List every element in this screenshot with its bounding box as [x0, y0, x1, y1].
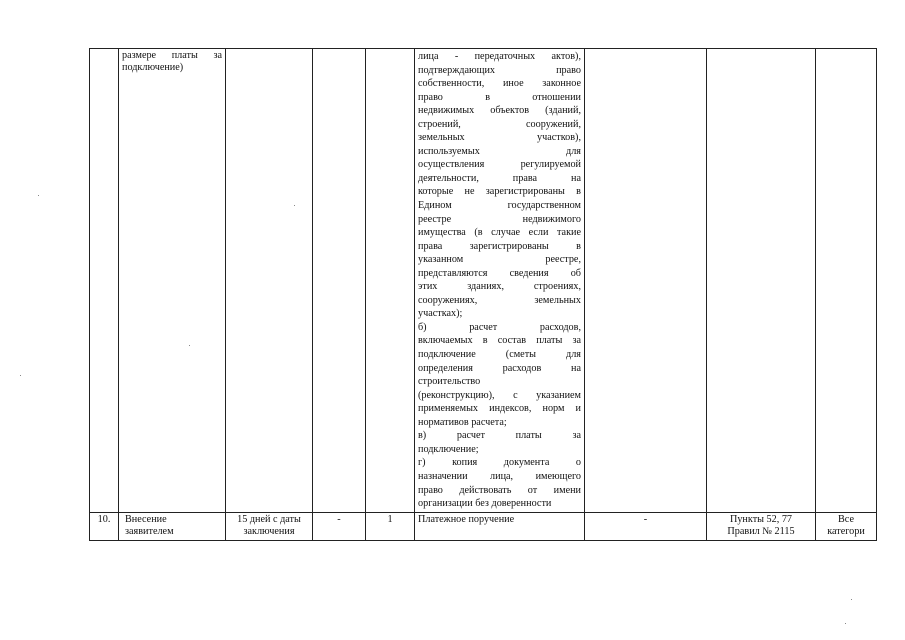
cell-text-line: земельных участков), — [418, 132, 581, 144]
table-col-divider — [815, 48, 816, 541]
cell-text-line: лица - передаточных актов), — [418, 51, 581, 62]
scan-speck — [851, 599, 852, 600]
cell-text-line: используемых для — [418, 145, 581, 157]
cell-text-line: которые не зарегистрированы в — [418, 186, 581, 198]
table-row-divider — [89, 512, 877, 513]
cell-text-line: г) копия документа о — [418, 457, 581, 469]
cell-text-line: нормативов расчета; — [418, 416, 507, 428]
cell-text-line: Правил № 2115 — [727, 526, 795, 538]
table-col-divider — [312, 48, 313, 541]
row10-col5-cell — [366, 514, 414, 526]
cell-text-line: строительство — [418, 376, 481, 388]
cell-text-line: 15 дней с даты — [237, 514, 301, 525]
cell-text-line: право действовать от имени — [418, 484, 581, 496]
row10-documents-cell — [418, 514, 581, 526]
cell-text-line: организации без доверенности — [418, 498, 552, 510]
scan-speck — [189, 345, 190, 346]
cell-text-line: строений, сооружений, — [418, 118, 581, 130]
row-number: 10. — [97, 514, 111, 525]
table-border-right — [876, 48, 877, 541]
cell-text-line: недвижимых объектов (зданий, — [418, 105, 581, 117]
cell-text-line: Все — [838, 514, 854, 525]
cell-text-line: Едином государственном — [418, 200, 581, 212]
cell-text-line: право в отношении — [418, 91, 581, 103]
cell-text-line: сооружениях, земельных — [418, 294, 581, 306]
cell-dash: - — [643, 514, 648, 525]
cell-text-line: размере платы за — [122, 50, 222, 61]
prev-row-documents-cell — [418, 50, 581, 511]
cell-text-line: в) расчет платы за — [418, 430, 581, 442]
cell-text-line: применяемых индексов, норм и — [418, 403, 581, 415]
cell-dash: - — [337, 514, 341, 525]
table-col-divider — [225, 48, 226, 541]
cell-text-line: включаемых в состав платы за — [418, 335, 581, 347]
cell-text-line: этих зданиях, строениях, — [418, 281, 581, 293]
cell-text-line: реестре недвижимого — [418, 213, 581, 225]
cell-text-line: деятельности, права на — [418, 172, 581, 184]
table-col-divider — [414, 48, 415, 541]
cell-text-line: подключение) — [122, 62, 184, 74]
cell-text-line: имущества (в случае если такие — [418, 227, 581, 239]
scan-speck — [845, 623, 846, 624]
table-col-divider — [118, 48, 119, 541]
cell-value: 1 — [387, 514, 393, 525]
table-border-top — [89, 48, 877, 49]
row10-name-cell — [125, 514, 223, 539]
cell-text-line: указанном реестре, — [418, 254, 581, 266]
cell-text-line: осуществления регулируемой — [418, 159, 581, 171]
cell-text-line: права зарегистрированы в — [418, 240, 581, 252]
table-border-bottom — [89, 540, 877, 541]
prev-row-name-cell — [122, 50, 222, 75]
scan-speck — [38, 195, 39, 196]
cell-text-line: назначении лица, имеющего — [418, 470, 581, 482]
cell-text-line: Внесение — [125, 514, 167, 525]
cell-text-line: заявителем — [125, 526, 174, 538]
row10-col7-cell — [585, 514, 706, 526]
cell-text-line: подключение; — [418, 443, 479, 455]
scan-speck — [294, 205, 295, 206]
cell-text-line: подтверждающих право — [418, 64, 581, 76]
cell-text-line: заключения — [243, 526, 295, 538]
cell-text: Платежное поручение — [418, 514, 515, 525]
cell-text-line: участках); — [418, 308, 463, 320]
cell-text-line: собственности, иное законное — [418, 78, 581, 90]
table-col-divider — [365, 48, 366, 541]
scan-speck — [20, 375, 21, 376]
table-col-divider — [706, 48, 707, 541]
table-border-left — [89, 48, 90, 541]
cell-text-line: подключение (сметы для — [418, 349, 581, 361]
cell-text-line: определения расходов на — [418, 362, 581, 374]
cell-text-line: (реконструкцию), с указанием — [418, 389, 581, 401]
cell-text-line: категори — [827, 526, 865, 538]
table-col-divider — [584, 48, 585, 541]
cell-text-line: представляются сведения об — [418, 267, 581, 279]
cell-text-line: б) расчет расходов, — [418, 321, 581, 333]
cell-text-line: Пункты 52, 77 — [729, 514, 793, 525]
row10-term-cell — [226, 514, 312, 539]
row10-col4-cell — [313, 514, 365, 526]
row10-basis-cell — [707, 514, 815, 539]
row10-category-cell — [816, 514, 876, 539]
row10-number-cell — [90, 514, 118, 526]
